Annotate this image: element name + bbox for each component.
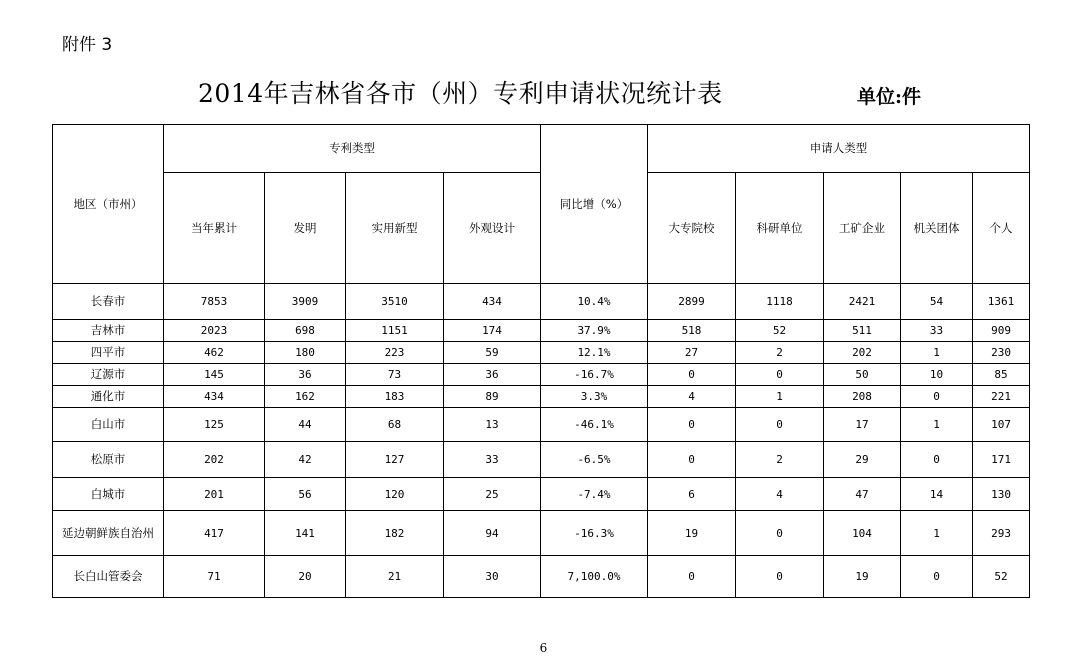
cell-region: 辽源市 bbox=[53, 364, 164, 386]
cell-design: 434 bbox=[444, 284, 541, 320]
cell-total: 2023 bbox=[164, 320, 265, 342]
cell-agency: 0 bbox=[901, 556, 973, 598]
table-row bbox=[53, 320, 1030, 342]
cell-enterprise: 19 bbox=[824, 556, 901, 598]
cell-total: 145 bbox=[164, 364, 265, 386]
cell-agency: 1 bbox=[901, 342, 973, 364]
cell-individual: 171 bbox=[973, 442, 1030, 478]
table-row bbox=[53, 364, 1030, 386]
header-agency: 机关团体 bbox=[901, 173, 973, 284]
table-row bbox=[53, 284, 1030, 320]
cell-utility: 3510 bbox=[346, 284, 444, 320]
cell-total: 71 bbox=[164, 556, 265, 598]
cell-college: 4 bbox=[648, 386, 736, 408]
attachment-label: 附件 3 bbox=[62, 35, 113, 55]
table-row bbox=[53, 408, 1030, 442]
header-region: 地区（市州） bbox=[53, 125, 164, 284]
cell-region: 白城市 bbox=[53, 478, 164, 511]
cell-total: 125 bbox=[164, 408, 265, 442]
cell-growth: -6.5% bbox=[541, 442, 648, 478]
cell-college: 19 bbox=[648, 511, 736, 556]
cell-region: 通化市 bbox=[53, 386, 164, 408]
cell-individual: 909 bbox=[973, 320, 1030, 342]
cell-college: 0 bbox=[648, 442, 736, 478]
cell-design: 13 bbox=[444, 408, 541, 442]
cell-utility: 68 bbox=[346, 408, 444, 442]
cell-design: 36 bbox=[444, 364, 541, 386]
cell-utility: 120 bbox=[346, 478, 444, 511]
cell-growth: 37.9% bbox=[541, 320, 648, 342]
table-body bbox=[53, 284, 1030, 598]
cell-individual: 130 bbox=[973, 478, 1030, 511]
cell-individual: 221 bbox=[973, 386, 1030, 408]
cell-region: 松原市 bbox=[53, 442, 164, 478]
cell-invention: 698 bbox=[265, 320, 346, 342]
cell-research: 0 bbox=[736, 556, 824, 598]
cell-college: 27 bbox=[648, 342, 736, 364]
header-enterprise: 工矿企业 bbox=[824, 173, 901, 284]
cell-agency: 54 bbox=[901, 284, 973, 320]
cell-region: 四平市 bbox=[53, 342, 164, 364]
cell-invention: 141 bbox=[265, 511, 346, 556]
cell-total: 434 bbox=[164, 386, 265, 408]
cell-growth: 7,100.0% bbox=[541, 556, 648, 598]
header-total: 当年累计 bbox=[164, 173, 265, 284]
cell-utility: 182 bbox=[346, 511, 444, 556]
cell-growth: 3.3% bbox=[541, 386, 648, 408]
cell-agency: 0 bbox=[901, 386, 973, 408]
page-number: 6 bbox=[539, 641, 548, 655]
header-individual: 个人 bbox=[973, 173, 1030, 284]
cell-design: 94 bbox=[444, 511, 541, 556]
cell-utility: 223 bbox=[346, 342, 444, 364]
cell-agency: 0 bbox=[901, 442, 973, 478]
cell-total: 417 bbox=[164, 511, 265, 556]
unit-label: 单位:件 bbox=[857, 86, 922, 108]
cell-agency: 33 bbox=[901, 320, 973, 342]
cell-invention: 3909 bbox=[265, 284, 346, 320]
cell-design: 25 bbox=[444, 478, 541, 511]
cell-individual: 85 bbox=[973, 364, 1030, 386]
cell-enterprise: 511 bbox=[824, 320, 901, 342]
cell-utility: 127 bbox=[346, 442, 444, 478]
cell-total: 201 bbox=[164, 478, 265, 511]
cell-research: 2 bbox=[736, 342, 824, 364]
cell-enterprise: 104 bbox=[824, 511, 901, 556]
cell-research: 1 bbox=[736, 386, 824, 408]
cell-invention: 36 bbox=[265, 364, 346, 386]
cell-growth: -7.4% bbox=[541, 478, 648, 511]
table-row bbox=[53, 478, 1030, 511]
cell-growth: 10.4% bbox=[541, 284, 648, 320]
cell-enterprise: 29 bbox=[824, 442, 901, 478]
cell-enterprise: 50 bbox=[824, 364, 901, 386]
table-row bbox=[53, 442, 1030, 478]
cell-region: 长白山管委会 bbox=[53, 556, 164, 598]
cell-individual: 1361 bbox=[973, 284, 1030, 320]
cell-invention: 20 bbox=[265, 556, 346, 598]
cell-utility: 73 bbox=[346, 364, 444, 386]
cell-agency: 1 bbox=[901, 408, 973, 442]
header-college: 大专院校 bbox=[648, 173, 736, 284]
cell-growth: 12.1% bbox=[541, 342, 648, 364]
cell-invention: 56 bbox=[265, 478, 346, 511]
header-applicant-type-group: 申请人类型 bbox=[648, 125, 1030, 173]
cell-research: 0 bbox=[736, 364, 824, 386]
cell-design: 30 bbox=[444, 556, 541, 598]
cell-total: 462 bbox=[164, 342, 265, 364]
header-design: 外观设计 bbox=[444, 173, 541, 284]
cell-utility: 21 bbox=[346, 556, 444, 598]
cell-growth: -46.1% bbox=[541, 408, 648, 442]
cell-college: 0 bbox=[648, 556, 736, 598]
cell-individual: 293 bbox=[973, 511, 1030, 556]
cell-design: 59 bbox=[444, 342, 541, 364]
cell-region: 长春市 bbox=[53, 284, 164, 320]
cell-college: 0 bbox=[648, 364, 736, 386]
cell-agency: 1 bbox=[901, 511, 973, 556]
cell-region: 白山市 bbox=[53, 408, 164, 442]
table-row bbox=[53, 511, 1030, 556]
cell-utility: 183 bbox=[346, 386, 444, 408]
header-utility-model: 实用新型 bbox=[346, 173, 444, 284]
cell-invention: 180 bbox=[265, 342, 346, 364]
cell-research: 2 bbox=[736, 442, 824, 478]
cell-research: 4 bbox=[736, 478, 824, 511]
cell-design: 174 bbox=[444, 320, 541, 342]
cell-agency: 10 bbox=[901, 364, 973, 386]
cell-invention: 42 bbox=[265, 442, 346, 478]
cell-region: 延边朝鲜族自治州 bbox=[53, 511, 164, 556]
cell-individual: 52 bbox=[973, 556, 1030, 598]
cell-total: 7853 bbox=[164, 284, 265, 320]
cell-growth: -16.3% bbox=[541, 511, 648, 556]
cell-growth: -16.7% bbox=[541, 364, 648, 386]
cell-enterprise: 47 bbox=[824, 478, 901, 511]
cell-design: 33 bbox=[444, 442, 541, 478]
cell-total: 202 bbox=[164, 442, 265, 478]
cell-research: 1118 bbox=[736, 284, 824, 320]
cell-enterprise: 2421 bbox=[824, 284, 901, 320]
cell-individual: 230 bbox=[973, 342, 1030, 364]
cell-college: 0 bbox=[648, 408, 736, 442]
header-growth: 同比增（%） bbox=[541, 125, 648, 284]
cell-enterprise: 202 bbox=[824, 342, 901, 364]
header-research-institute: 科研单位 bbox=[736, 173, 824, 284]
patent-statistics-table bbox=[52, 124, 1030, 598]
cell-invention: 162 bbox=[265, 386, 346, 408]
table-row bbox=[53, 342, 1030, 364]
cell-college: 2899 bbox=[648, 284, 736, 320]
cell-research: 0 bbox=[736, 408, 824, 442]
cell-college: 6 bbox=[648, 478, 736, 511]
cell-enterprise: 17 bbox=[824, 408, 901, 442]
cell-individual: 107 bbox=[973, 408, 1030, 442]
table-row bbox=[53, 556, 1030, 598]
cell-design: 89 bbox=[444, 386, 541, 408]
cell-agency: 14 bbox=[901, 478, 973, 511]
cell-research: 0 bbox=[736, 511, 824, 556]
table-row bbox=[53, 386, 1030, 408]
cell-research: 52 bbox=[736, 320, 824, 342]
cell-invention: 44 bbox=[265, 408, 346, 442]
page-title: 2014年吉林省各市（州）专利申请状况统计表 bbox=[198, 79, 723, 108]
header-patent-type-group: 专利类型 bbox=[164, 125, 541, 173]
cell-utility: 1151 bbox=[346, 320, 444, 342]
cell-college: 518 bbox=[648, 320, 736, 342]
cell-region: 吉林市 bbox=[53, 320, 164, 342]
header-invention: 发明 bbox=[265, 173, 346, 284]
cell-enterprise: 208 bbox=[824, 386, 901, 408]
